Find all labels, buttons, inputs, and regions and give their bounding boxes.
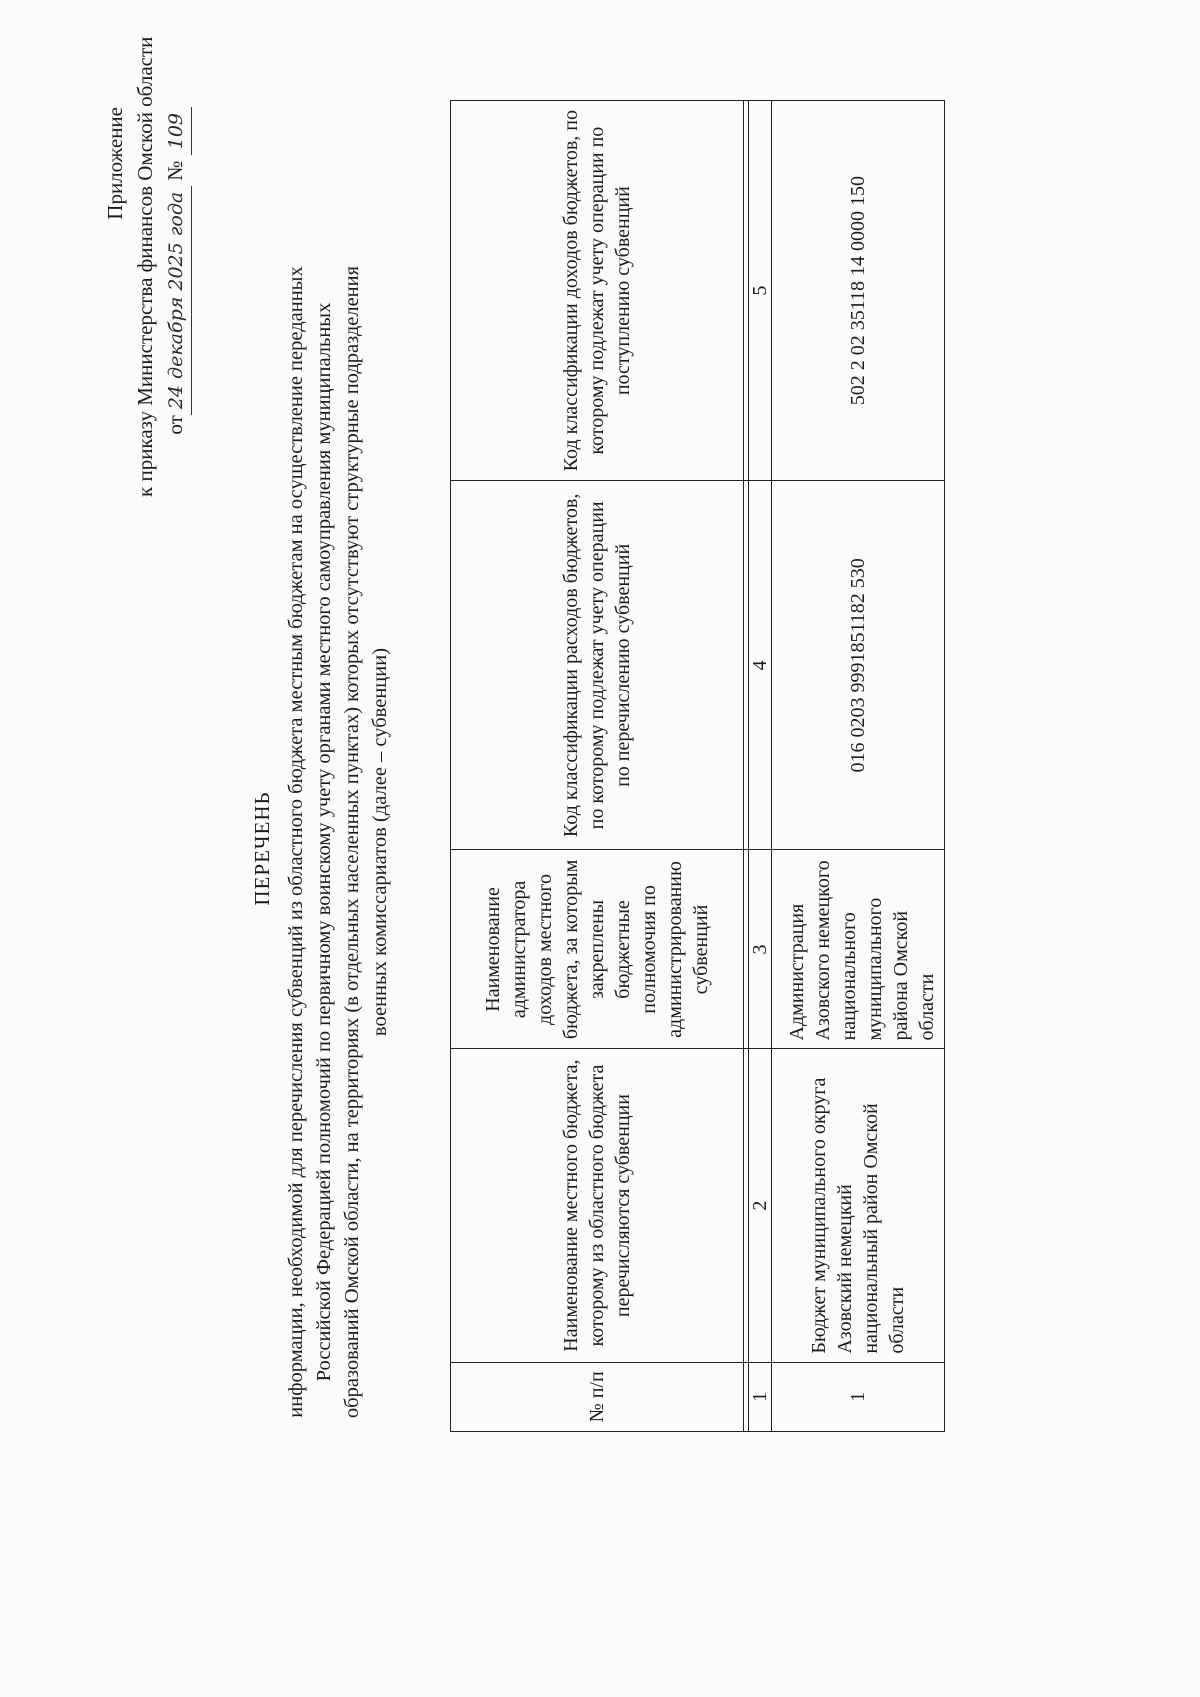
row-number: 1: [772, 1362, 945, 1431]
column-number: 1: [749, 1362, 772, 1431]
appendix-header: [100, 36, 192, 497]
table-header-row: [451, 101, 744, 1432]
row-budget-name: Бюджет муниципального округа Азовский немецкий национальный район Омской области: [772, 1049, 945, 1362]
date-prefix: от: [163, 415, 187, 435]
header-cell-number: № п/п: [451, 1362, 744, 1431]
header-cell-income-code: Код классификации доходов бюджетов, по которому подлежат учету операции по поступлению субвенций: [451, 101, 744, 481]
row-expense-code: 016 0203 9991851182 530: [772, 481, 945, 850]
handwritten-number: 109: [161, 107, 192, 155]
row-administrator-name: Администрация Азовского немецкого национального муниципального района Омской области: [772, 850, 945, 1049]
header-cell-budget: Наименование местного бюджета, которому из областного бюджета перечисляются субвенции: [451, 1049, 744, 1362]
column-number: 5: [749, 101, 772, 481]
column-number: 2: [749, 1049, 772, 1362]
table-row: [772, 101, 945, 1432]
appendix-label: Приложение: [103, 107, 127, 220]
header-cell-expense-code: Код классификации расходов бюджетов, по которому подлежат учету операции по перечислению субвенций: [451, 481, 744, 850]
document-subtitle: информации, необходимой для перечисления субвенций из областного бюджета местным бюджетам на осуществление переданных Российской Федерацией полномочий по первичному воинскому учету органами местного самоуправления муниципальных образований Омской области, на территориях (в отдельных населенных пунктах) которых отсутствуют структурные подразделения военных комиссариатов (далее – субвенции): [285, 265, 391, 1419]
order-line: к приказу Министерства финансов Омской области: [133, 36, 157, 497]
column-number: 4: [749, 481, 772, 850]
column-number-row: [749, 101, 772, 1432]
header-cell-administrator: Наименование администратора доходов местного бюджета, за которым закреплены бюджетные полномочия по администрированию субвенций: [451, 850, 744, 1049]
number-prefix: №: [163, 160, 187, 181]
order-date-line: [160, 107, 192, 497]
subvention-table: [450, 100, 945, 1432]
column-number: 3: [749, 850, 772, 1049]
handwritten-date: 24 декабря 2025 года: [161, 186, 192, 415]
document-title: ПЕРЕЧЕНЬ: [250, 791, 274, 906]
row-income-code: 502 2 02 35118 14 0000 150: [772, 101, 945, 481]
